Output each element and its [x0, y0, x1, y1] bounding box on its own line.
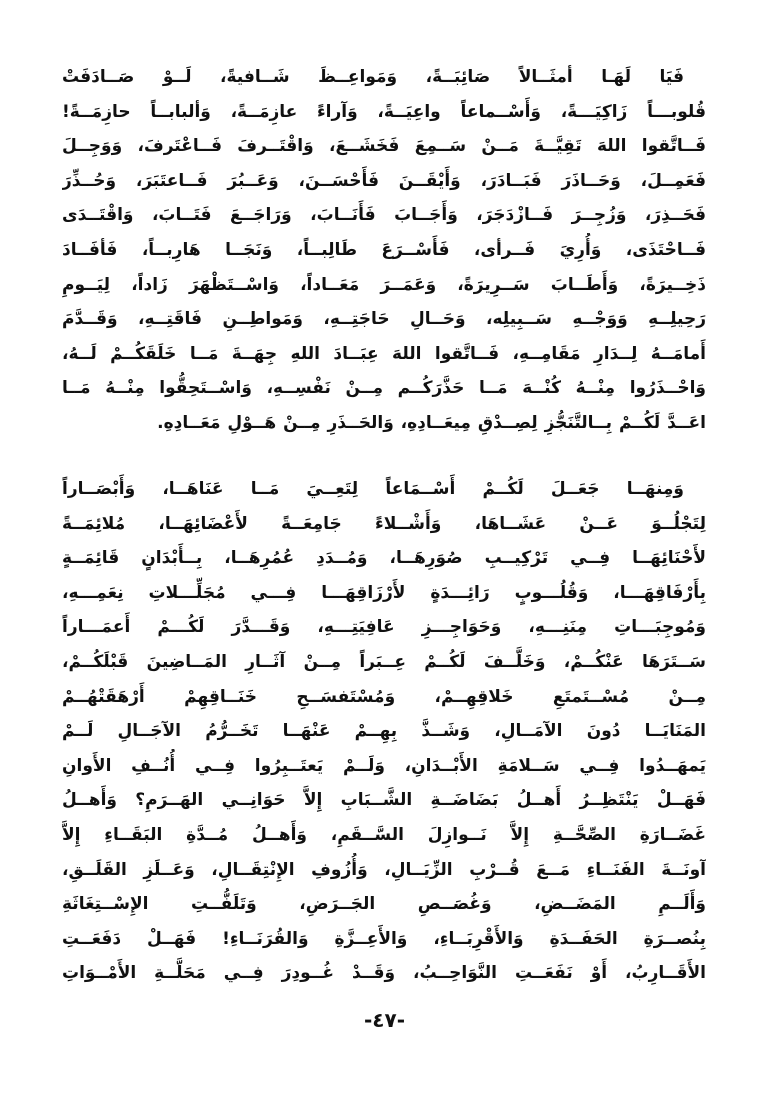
text-line: فَحَــذِرَ، وَزُجِــرَ فَــازْدَجَرَ، وَأَجَــابَ فَأَنَــابَ، وَرَاجَــعَ فَتَــابَ، وَاقْتَــدَى: [62, 205, 706, 226]
text-line: وَاحْــذَرُوا مِنْــهُ كُنْــهَ مَــا حَذَّرَكُــم مِــنْ نَفْسِــهِ، وَاسْــتَحِقُّوا مِنْــهُ مَــا: [62, 378, 706, 399]
text-line: قُلوبـــاً زَاكِيَـــةً، وَأَسْــماعاً واعِيَــةً، وَآراءً عازِمَــةً، وَألبابــاً حازِمَــةً!: [62, 101, 706, 122]
text-line: فَعَمِــلَ، وَحَــاذَرَ فَبَــادَرَ، وَأَيْقَــنَ فَأَحْسَــنَ، وَعَــبُرَ فَــاعتَبَرَ، وَحُــذِّرَ: [62, 170, 706, 191]
text-line: غَضَــارَةِ الصِّحَّــةِ إِلاَّ نَــوازِلَ السَّــقَمِ، وَأَهــلُ مُــدَّةِ البَقَــاءِ إِلاَّ: [62, 824, 706, 845]
text-line: آونَــةَ الفَنَــاءِ مَــعَ قُــرْبِ الزِّيَــالِ، وَأُزُوفِ الإِنْتِقَــالِ، وَعَــلَزِ القَلَــقِ،: [62, 859, 706, 880]
text-line: الأَقَــارِبُ، أَوْ نَفَعَــتِ النَّوَاحِــبُ، وَقَــدْ غُــودِرَ فِــي مَحَلَّــةِ الأَمْــوَاتِ: [62, 963, 706, 984]
paragraph-2: [62, 472, 706, 991]
text-line: المَنَايَــا دُونَ الآمَــالِ، وَشَــذَّ بِهِــمْ عَنْهَــا تَخَــرُّمُ الآجَــالِ لَــمْ: [62, 721, 706, 742]
text-line: بِنُصــرَةِ الحَفَــدَةِ وَالأَقْرِبَــاءِ، وَالأَعِــزَّةِ وَالقُرَنَــاءِ! فَهَــلْ دَفَعَــتِ: [62, 928, 706, 949]
text-line: ذَخِــيرَةً، وَأَطَــابَ سَــرِيرَةً، وَعَمَــرَ مَعَــاداً، وَاسْــتَظْهَرَ زَاداً، لِيَــومِ: [62, 274, 706, 295]
text-line: فَهَــلْ يَنْتَظِــرُ أَهــلُ بَضَاضَــةِ الشَّــبَابِ إِلاَّ حَوَانِــي الهَــرَمِ؟ وَأَهــلُ: [62, 790, 706, 811]
text-line: يَمهَــدُوا فِــي سَــلامَةِ الأَبْــدَانِ، وَلَــمْ يَعتَــبِرُوا فِــي أُنُــفِ الأَوانِ: [62, 755, 706, 776]
text-line: وَأَلَــمِ المَضَــضِ، وَغُصَــصِ الجَــرَضِ، وَتَلَفُّــتِ الإِسْــتِغَاثَةِ: [62, 894, 706, 915]
text-line: رَحِيلِــهِ وَوَجْــهِ سَــبِيلِه، وَحَــالِ حَاجَتِــهِ، وَمَواطِــنِ فَاقَتِــهِ، وَقَــدَّمَ: [62, 309, 706, 330]
text-line: فَــاتَّقوا اللهَ تَقِيَّــةَ مَــنْ سَــمِعَ فَخَشَــعَ، وَاقْتَــرفَ فَــاعْتَرفَ، وَوَجِــلَ: [62, 136, 706, 157]
text-line: أَمامَــهُ لِــدَارِ مَقَامِــهِ، فَــاتَّقوا اللهَ عِبَــادَ اللهِ جِهَــةَ مَــا خَلَقَكُــمْ لَــهُ،: [62, 343, 706, 364]
text-line: بِأَرْفَاقِهَـــا، وَقُلُـــوبٍ رَائِـــدَةٍ لأَرْزَاقِهَـــا فِـــي مُجَلِّـــلاتِ نِعَمِـــهِ،: [62, 582, 706, 603]
paragraph-1: [62, 60, 706, 441]
text-line: لأَحْنَائِهَــا فِــي تَرْكِيــبِ صُوَرِهَــا، وَمُــدَدِ عُمُرِهَــا، بِــأَبْدَانٍ قَائِمَــةٍ: [62, 548, 706, 569]
text-line: فَــاحْتَذَى، وَأُرِيَ فَــرأى، فَأَسْــرَعَ طَالِبــاً، وَنَجَــا هَارِبــاً، فَأفَــادَ: [62, 239, 706, 260]
text-line: مِــنْ مُسْــتَمتَعِ خَلاقِهِــمْ، وَمُسْتَفسَــحِ خَنَــاقِهِمْ أَرْهَقَتْهُــمْ: [62, 686, 706, 707]
text-line: وَمُوجِبَـــاتِ مِنَنِـــهِ، وَحَوَاجِـــزِ عَافِيَتِـــهِ، وَقَـــدَّرَ لَكُـــمْ أَعمَـــاراً: [62, 617, 706, 638]
text-line: سَــتَرَهَا عَنْكُــمْ، وَخَلَّــفَ لَكُــمْ عِــبَراً مِــنْ آثَــارِ المَــاضِينَ قَبْلَكُــمْ،: [62, 651, 706, 672]
text-line: لِتَجْلُــوَ عَــنْ عَشَــاهَا، وَأَشْــلاءً جَامِعَــةً لأَعْضَائِهَــا، مُلائِمَــةً: [62, 513, 706, 534]
text-line: فَيَا لَهَـا أمثَــالاً صَائِبَــةً، وَمَواعِــظَ شَــافيةً، لَــوْ صَــادَفَتْ: [62, 67, 684, 87]
text-line: وَمِنهَــا جَعَــلَ لَكُــمْ أَسْــمَاعاً لِتَعِــيَ مَــا عَنَاهَــا، وَأَبْصَــاراً: [62, 479, 684, 499]
page-number: -٤٧-: [363, 1008, 406, 1032]
text-line: اعَــدَّ لَكُــمْ بِــالتَّنَجُّزِ لِصِــدْقِ مِيعَــادِهِ، وَالحَــذَرِ مِــنْ هَــوْلِ مَعَــادِهِ.: [157, 412, 706, 433]
